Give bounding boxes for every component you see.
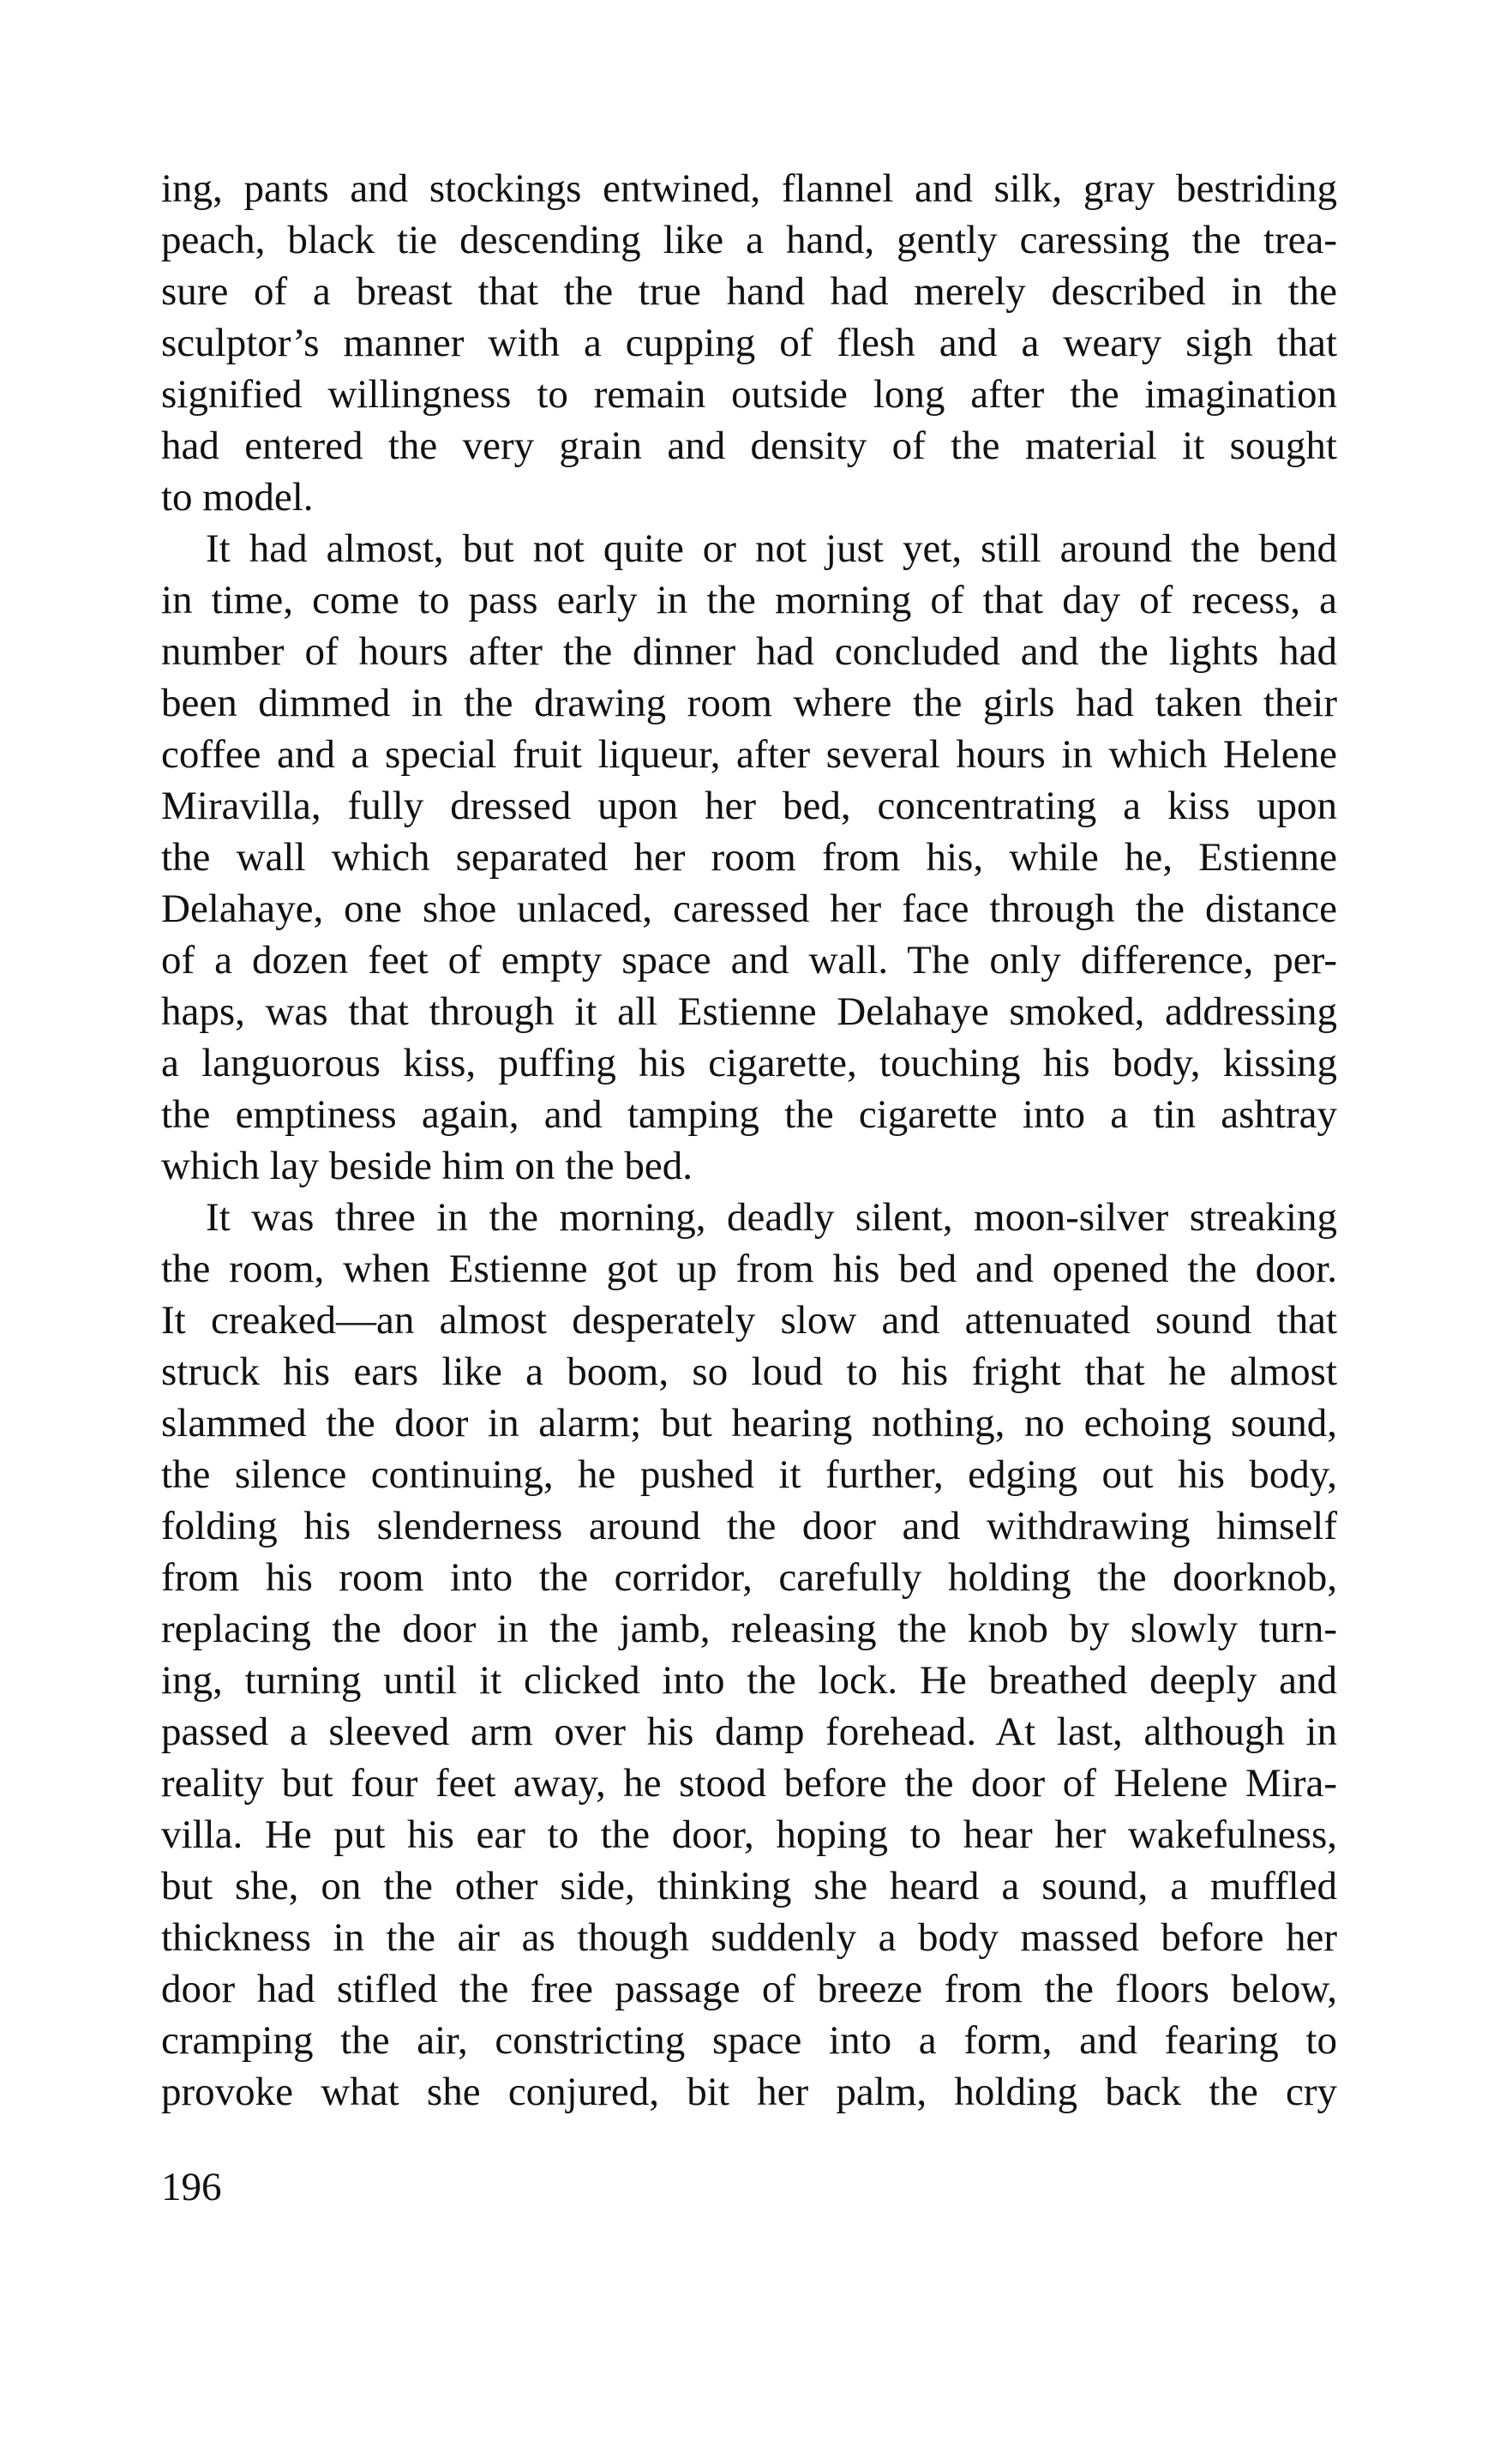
text-line: been dimmed in the drawing room where the girls had taken their <box>161 681 1337 725</box>
text-line: sculptor’s manner with a cupping of flesh and a weary sigh that <box>161 321 1337 365</box>
text-line: cramping the air, constricting space into a form, and fearing to <box>161 2018 1337 2063</box>
text-line: peach, black tie descending like a hand, gently caressing the trea- <box>161 218 1337 262</box>
text-line: door had stifled the free passage of breeze from the floors below, <box>161 1967 1337 2011</box>
text-line: It had almost, but not quite or not just yet, still around the bend <box>206 526 1337 571</box>
text-line: from his room into the corridor, carefully holding the doorknob, <box>161 1555 1337 1600</box>
text-line: Delahaye, one shoe unlaced, caressed her face through the distance <box>161 886 1337 931</box>
text-line: passed a sleeved arm over his damp forehead. At last, although in <box>161 1710 1337 1754</box>
text-line: struck his ears like a boom, so loud to his fright that he almost <box>161 1349 1337 1394</box>
paragraph-1 <box>161 163 1337 523</box>
text-line: reality but four feet away, he stood before the door of Helene Mira- <box>161 1761 1337 1806</box>
text-line: thickness in the air as though suddenly a body massed before her <box>161 1915 1337 1960</box>
text-line: number of hours after the dinner had concluded and the lights had <box>161 629 1337 674</box>
text-line: to model. <box>161 475 314 520</box>
text-line: in time, come to pass early in the morning of that day of recess, a <box>161 578 1337 622</box>
text-line: the wall which separated her room from his, while he, Estienne <box>161 835 1337 880</box>
text-line: sure of a breast that the true hand had merely described in the <box>161 269 1337 314</box>
text-line: folding his slenderness around the door and withdrawing himself <box>161 1504 1337 1548</box>
text-line: replacing the door in the jamb, releasing the knob by slowly turn- <box>161 1607 1337 1651</box>
paragraph-3 <box>161 1192 1337 2118</box>
text-line: ing, pants and stockings entwined, flannel and silk, gray bestriding <box>161 166 1337 211</box>
text-line: Miravilla, fully dressed upon her bed, concentrating a kiss upon <box>161 784 1337 828</box>
text-line: which lay beside him on the bed. <box>161 1144 693 1188</box>
text-line: a languorous kiss, puffing his cigarette, touching his body, kissing <box>161 1041 1337 1085</box>
text-line: haps, was that through it all Estienne Delahaye smoked, addressing <box>161 989 1337 1034</box>
text-line: signified willingness to remain outside long after the imagination <box>161 372 1337 417</box>
text-line: slammed the door in alarm; but hearing nothing, no echoing sound, <box>161 1401 1337 1445</box>
text-line: the silence continuing, he pushed it further, edging out his body, <box>161 1452 1337 1497</box>
text-line: ing, turning until it clicked into the lock. He breathed deeply and <box>161 1658 1337 1703</box>
body-text <box>161 163 1337 2118</box>
text-line: the emptiness again, and tamping the cigarette into a tin ashtray <box>161 1092 1337 1137</box>
text-line: the room, when Estienne got up from his bed and opened the door. <box>161 1247 1337 1291</box>
paragraph-2 <box>161 523 1337 1192</box>
text-line: It was three in the morning, deadly silent, moon-silver streaking <box>206 1195 1337 1240</box>
text-line: coffee and a special fruit liqueur, after several hours in which Helene <box>161 732 1337 777</box>
text-line: villa. He put his ear to the door, hoping to hear her wakefulness, <box>161 1812 1337 1857</box>
text-line: provoke what she conjured, bit her palm, holding back the cry <box>161 2070 1337 2114</box>
text-line: of a dozen feet of empty space and wall. The only difference, per- <box>161 938 1337 983</box>
text-line: but she, on the other side, thinking she heard a sound, a muffled <box>161 1864 1337 1908</box>
page-number: 196 <box>161 2165 222 2209</box>
text-line: had entered the very grain and density of the material it sought <box>161 424 1337 468</box>
text-line: It creaked—an almost desperately slow and attenuated sound that <box>161 1298 1337 1343</box>
